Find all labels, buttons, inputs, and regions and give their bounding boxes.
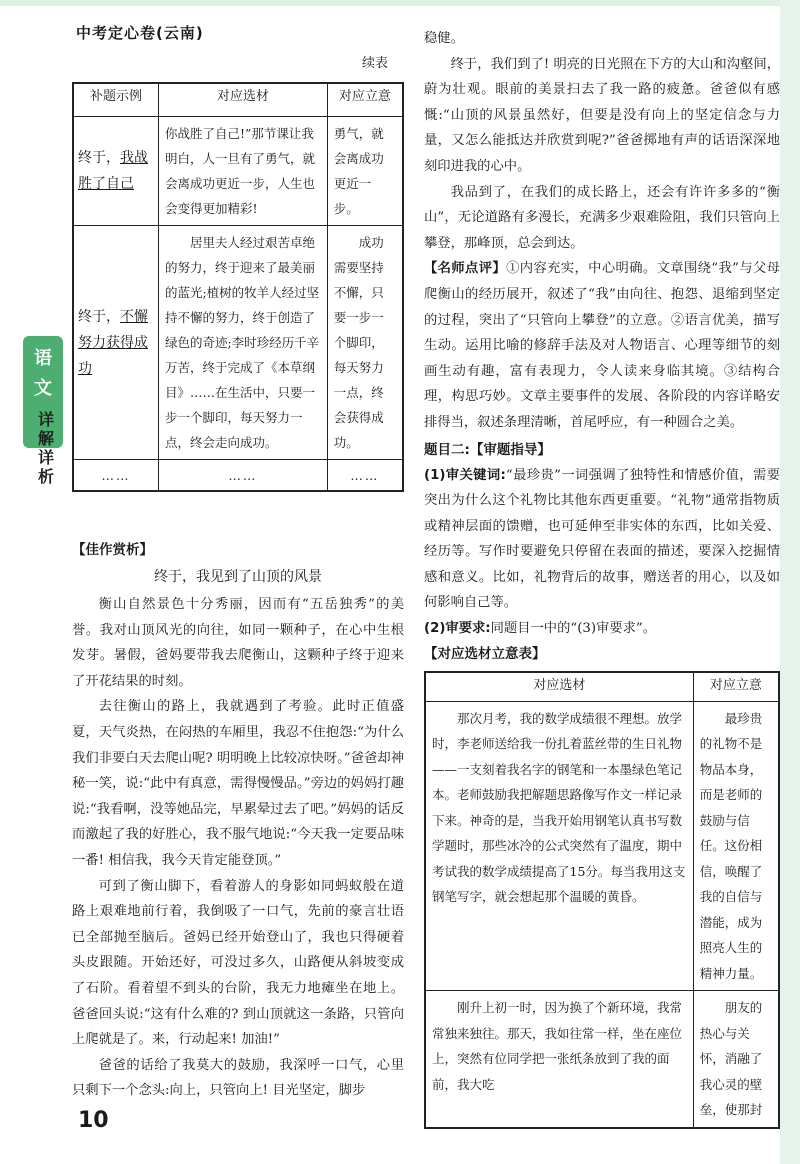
- example-cell: [73, 226, 158, 460]
- analysis1-text: “最珍贵”一词强调了独特性和情感价值，需要突出为什么这个礼物比其他东西更重要。“礼物”通常指物质或精神层面的馈赠，也可延伸至非实体的东西，比如关爱、经历等。写作时要避免只停留在表面的描述，要深入挖掘情感和意义。比如，礼物背后的故事，赠送者的用心，以及如何影响自己等。: [424, 467, 780, 611]
- analysis-keywords: [424, 463, 780, 617]
- section-label: [33, 410, 59, 486]
- theme-cell: 成功需要坚持不懈，只要一步一个脚印，每天努力一点，终会获得成功。: [327, 226, 403, 460]
- example-underlined: 我战胜了自己: [78, 150, 148, 192]
- table-row: [425, 701, 779, 991]
- continued-label: 续表: [362, 56, 389, 71]
- running-header: 中考定心卷(云南): [76, 24, 204, 42]
- example-prefix: 终于，: [78, 308, 120, 325]
- essay-paragraph: 我品到了，在我们的成长路上，还会有许许多多的“衡山”，无论道路有多漫长，充满多少艰难险阻，我们只管向上攀登，那峰顶，总会到达。: [424, 184, 780, 251]
- section-char-3: 详: [37, 448, 54, 467]
- material-theme-table: [424, 671, 780, 1129]
- material-cell: 刚升上初一时，因为换了个新环境，我常常独来独往。那天，我如往常一样，坐在座位上，突然有位同学把一张纸条放到了我的面前，我大吃: [425, 991, 693, 1128]
- material-cell: 你战胜了自己!”那节课让我明白，人一旦有了勇气，就会离成功更近一步，人生也会变得更加精彩!: [158, 117, 327, 226]
- right-column: [424, 26, 780, 1129]
- table-heading: 【对应选材立意表】: [424, 645, 546, 662]
- essay-paragraph: 稳健。: [424, 31, 464, 46]
- material-cell: 那次月考，我的数学成绩很不理想。放学时，李老师送给我一份扎着蓝丝带的生日礼物——一支刻着我名字的钢笔和一本墨绿色笔记本。老师鼓励我把解题思路像写作文一样记录下来。神奇的是，当我开始用钢笔认真书写数学题时，那些冰冷的公式突然有了温度，期中考试我的数学成绩提高了15分。每当我用这支钢笔写字，就会想起那个温暖的黄昏。: [425, 701, 693, 991]
- essay-paragraph: 终于，我们到了! 明亮的日光照在下方的大山和沟壑间，蔚为壮观。眼前的美景扫去了我一路的疲惫。爸爸似有感慨:“山顶的风景虽然好，但要是没有向上的坚定信念与力量，又怎么能抵达并欣赏到呢?”爸爸掷地有声的话语深深地刻印进我的心中。: [424, 56, 780, 174]
- section-heading: 【佳作赏析】: [72, 542, 153, 558]
- header-theme: 对应立意: [693, 672, 779, 702]
- essay-title: 终于，我见到了山顶的风景: [154, 569, 322, 585]
- header-theme: 对应立意: [327, 83, 403, 117]
- ellipsis-cell: ……: [158, 460, 327, 492]
- section-char-1: 详: [37, 410, 54, 429]
- subject-char-2: 文: [34, 378, 52, 399]
- topic-example-table: [72, 82, 404, 492]
- comment-label: 【名师点评】: [424, 261, 507, 277]
- table-row: [425, 991, 779, 1128]
- ellipsis-cell: ……: [327, 460, 403, 492]
- comment-text: ①内容充实，中心明确。文章围绕“我”与父母爬衡山的经历展开，叙述了“我”由向往、抱怨、退缩到坚定的过程，突出了“只管向上攀登”的立意。②语言优美，描写生动。运用比喻的修辞手法及对人物语言、心理等细节的刻画生动有趣，富有表现力，令人读来身临其境。③结构合理，构思巧妙。文章主要事件的发展、各阶段的内容详略安排得当，叙述条理清晰，首尾呼应，有一种圆合之美。: [424, 261, 780, 430]
- theme-cell: 勇气，就会离成功更近一步。: [327, 117, 403, 226]
- example-prefix: 终于，: [78, 150, 120, 166]
- top-edge-band: [0, 0, 800, 6]
- table-header-row: [425, 672, 779, 702]
- table-header-row: [73, 83, 403, 117]
- topic2-heading: 题目二:【审题指导】: [424, 441, 551, 458]
- header-material: 对应选材: [158, 83, 327, 117]
- essay-paragraph: 去往衡山的路上，我就遇到了考验。此时正值盛夏，天气炎热，在闷热的车厢里，我忍不住抱怨:“为什么我们非要白天去爬山呢? 明明晚上比较凉快呀。”爸爸却神秘一笑，说:“此中有真意，需得慢慢品。”旁边的妈妈打趣说:“我看啊，没等她品完，早累晕过去了吧。”妈妈的话反而激起了我的好胜心，我不服气地说:“今天我一定要品味一番! 相信我，我今天肯定能登顶。”: [72, 699, 404, 868]
- table-row: [73, 117, 403, 226]
- essay-block: [72, 538, 404, 1104]
- theme-cell: 最珍贵的礼物不是物品本身，而是老师的鼓励与信任。这份相信，唤醒了我的自信与潜能，成为照亮人生的精神力量。: [693, 701, 779, 991]
- analysis-requirements: [424, 616, 780, 642]
- section-char-4: 析: [37, 467, 54, 486]
- analysis2-label: (2)审要求:: [424, 621, 491, 637]
- theme-cell: 朋友的热心与关怀，消融了我心灵的壁垒，使那封: [693, 991, 779, 1128]
- page-number: 10: [78, 1108, 109, 1133]
- ellipsis-cell: ……: [73, 460, 158, 492]
- example-underlined: 不懈努力获得成功: [78, 308, 148, 377]
- right-edge-band: [780, 0, 800, 1164]
- table-row: [73, 460, 403, 492]
- analysis1-label: (1)审关键词:: [424, 467, 506, 483]
- teacher-comment: [424, 256, 780, 435]
- essay-paragraph: 衡山自然景色十分秀丽，因而有“五岳独秀”的美誉。我对山顶风光的向往，如同一颗种子，在心中生根发芽。暑假，爸妈要带我去爬衡山，这颗种子终于迎来了开花结果的时刻。: [72, 597, 404, 689]
- subject-char-1: 语: [34, 348, 52, 369]
- table-row: [73, 226, 403, 460]
- header-material: 对应选材: [425, 672, 693, 702]
- material-cell: 居里夫人经过艰苦卓绝的努力，终于迎来了最美丽的蓝光;植树的牧羊人经过坚持不懈的努力，终于创造了绿色的奇迹;李时珍经历千辛万苦，终于完成了《本草纲目》……在生活中，只要一步一个脚印，每天努力一点，终会走向成功。: [158, 226, 327, 460]
- example-cell: [73, 117, 158, 226]
- header-example: 补题示例: [73, 83, 158, 117]
- essay-paragraph: 可到了衡山脚下，看着游人的身影如同蚂蚁般在道路上艰难地前行着，我倒吸了一口气，先前的豪言壮语已全部抛至脑后。爸妈已经开始登山了，我也只得硬着头皮跟随。开始还好，可没过多久，山路便从斜坡变成了石阶。看着望不到头的台阶，我无力地瘫坐在地上。爸爸回头说:“这有什么难的? 到山顶就这一条路，只管向上爬就是了。来，行动起来! 加油!”: [72, 878, 404, 1048]
- analysis2-text: 同题目一中的“(3)审要求”。: [490, 621, 657, 637]
- essay-paragraph: 爸爸的话给了我莫大的鼓励，我深呼一口气，心里只剩下一个念头:向上，只管向上! 目光坚定，脚步: [72, 1057, 404, 1099]
- section-char-2: 解: [37, 429, 54, 448]
